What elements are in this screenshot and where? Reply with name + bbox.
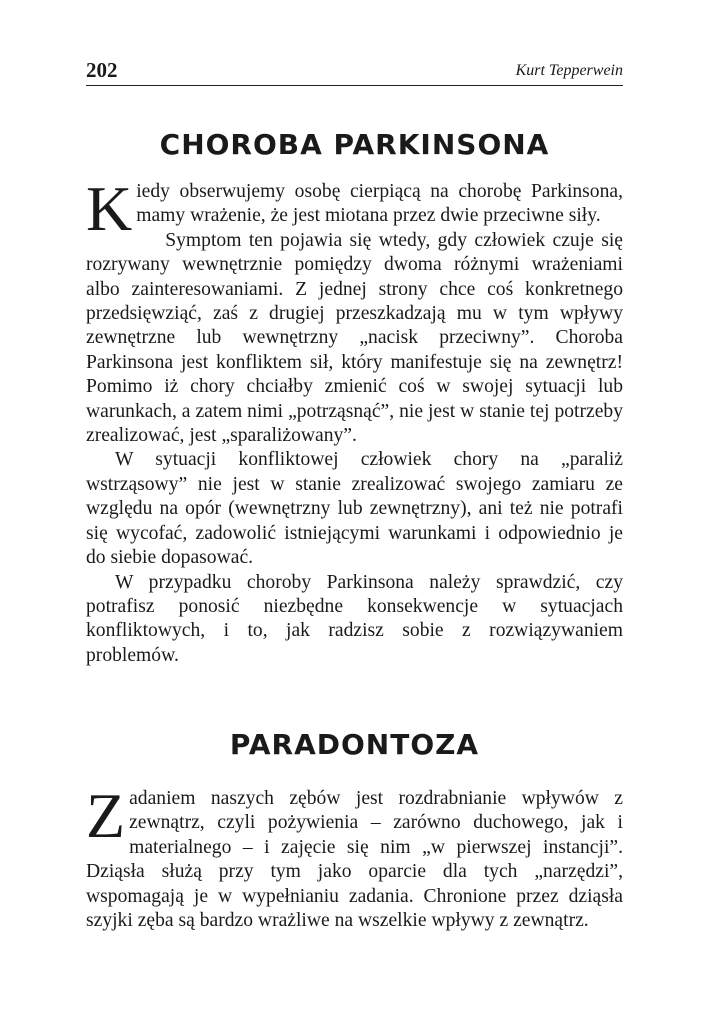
drop-cap: K: [86, 173, 133, 244]
paragraph: [86, 780, 623, 933]
section-title-parkinson: CHOROBA PARKINSONA: [159, 128, 550, 161]
section-body-paradontoza: [86, 780, 623, 933]
paragraph: W sytuacji konfliktowej człowiek chory na „paraliż wstrząsowy” nie jest w stanie zrealizować swojego zamiaru ze względu na opór (wewnętrzny lub zewnętrzny), ani też nie potrafi się wycofać, zadowolić istniejącymi warunkami i odpowiednio je do siebie dopasować.: [86, 449, 623, 569]
section-body-parkinson: [86, 173, 623, 668]
paragraph: Symptom ten pojawia się wtedy, gdy człowiek czuje się rozrywany wewnętrznie pomiędzy dwoma różnymi wrażeniami albo zainteresowaniami. Z jednej strony chce coś konkretnego przedsięwziąć, zaś z drugiej przeszkadzają mu w tym wpływy zewnętrzne lub wewnętrzny „nacisk przeciwny”. Choroba Parkinsona jest konfliktem sił, który manifestuje się na zewnętrz! Pomimo iż chory chciałby zmienić coś w swojej sytuacji lub warunkach, a zatem nimi „potrząsnąć”, nie jest w stanie tej potrzeby zrealizować, jest „sparaliżowany”.: [86, 229, 623, 447]
page-header: [86, 57, 623, 86]
drop-cap: Z: [86, 780, 126, 851]
page-number: 202: [86, 58, 118, 82]
paragraph: W przypadku choroby Parkinsona należy sprawdzić, czy potrafisz ponosić niezbędne konsekwencje w sytuacjach konfliktowych, i to, jak radzisz sobie z rozwiązywaniem problemów.: [86, 571, 623, 666]
paragraph-text: iedy obserwujemy osobę cierpiącą na chorobę Parkinsona, mamy wrażenie, że jest miotana przez dwie przeciwne siły.: [136, 181, 623, 227]
paragraph-text: adaniem naszych zębów jest rozdrabnianie wpływów z zewnątrz, czyli pożywienia – zarówno duchowego, jak i materialnego – i zajęcie się nim „w pierwszej instancji”. Dziąsła służą przy tym jako oparcie dla tych „narzędzi”, wspomagają je w wypełnianiu zadania. Chronione przez dziąsła szyjki zęba są bardzo wrażliwe na wszelkie wpływy z zewnątrz.: [86, 788, 623, 932]
running-head-author: Kurt Tepperwein: [515, 62, 623, 79]
paragraph: [86, 173, 623, 244]
section-title-paradontoza: PARADONTOZA: [229, 728, 480, 761]
